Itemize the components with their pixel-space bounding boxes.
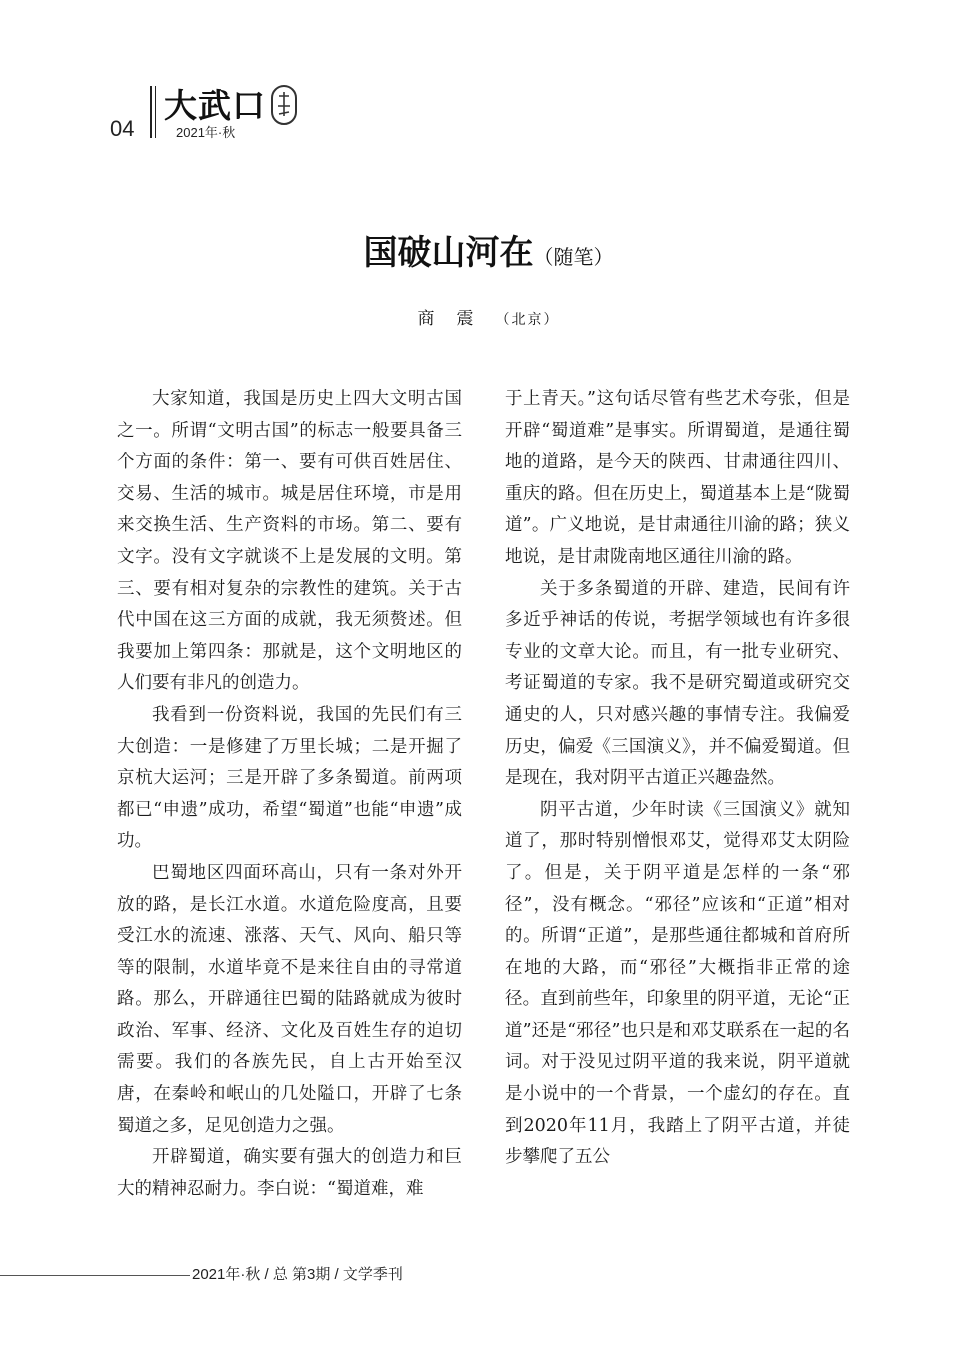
footer-rule bbox=[0, 1275, 190, 1276]
header-rule-thin bbox=[155, 86, 156, 138]
title-text: 国破山河在 bbox=[363, 233, 534, 273]
footer-text: 2021年·秋 / 总 第3期 / 文学季刊 bbox=[192, 1266, 403, 1283]
article-title bbox=[0, 225, 977, 274]
paragraph: 巴蜀地区四面环高山，只有一条对外开放的路，是长江水道。水道危险度高，且要受江水的流速、涨落、天气、风向、船只等等的限制，水道毕竟不是来往自由的寻常道路。那么，开辟通往巴蜀的陆路就成为彼时政治、军事、经济、文化及百姓生存的迫切需要。我们的各族先民，自上古开始至汉唐，在秦岭和岷山的几处隘口，开辟了七条蜀道之多，足见创造力之强。 bbox=[117, 862, 462, 1136]
genre-label: （随笔） bbox=[533, 245, 614, 269]
magazine-logo: 大武口 bbox=[164, 86, 266, 125]
issue-label: 2021年·秋 bbox=[176, 125, 236, 140]
seal-icon bbox=[270, 82, 298, 128]
author-name: 商震 bbox=[417, 309, 496, 329]
paragraph: 关于多条蜀道的开辟、建造，民间有许多近乎神话的传说，考据学领域也有许多很专业的文章大论。而且，有一批专业研究、考证蜀道的专家。我不是研究蜀道或研究交通史的人，只对感兴趣的事情专注。我偏爱历史，偏爱《三国演义》，并不偏爱蜀道。但是现在，我对阴平古道正兴趣盎然。 bbox=[505, 578, 850, 789]
author-location: （北京） bbox=[495, 312, 560, 328]
paragraph: 大家知道，我国是历史上四大文明古国之一。所谓“文明古国”的标志一般要具备三个方面的条件：第一、要有可供百姓居住、交易、生活的城市。城是居住环境，市是用来交换生活、生产资料的市场。第二、要有文字。没有文字就谈不上是发展的文明。第三、要有相对复杂的宗教性的建筑。关于古代中国在这三方面的成就，我无须赘述。但我要加上第四条：那就是，这个文明地区的人们要有非凡的创造力。 bbox=[117, 389, 462, 694]
author-byline bbox=[0, 304, 977, 329]
paragraph: 阴平古道，少年时读《三国演义》就知道了，那时特别憎恨邓艾，觉得邓艾太阴险了。但是，关于阴平道是怎样的一条“邪径”，没有概念。“邪径”应该和“正道”相对的。所谓“正道”，是那些通往都城和首府所在地的大路，而“邪径”大概指非正常的途径。直到前些年，印象里的阴平道，无论“正道”还是“邪径”也只是和邓艾联系在一起的名词。对于没见过阴平道的我来说，阴平道就是小说中的一个背景，一个虚幻的存在。直到2020年11月，我踏上了阴平古道，并徒步攀爬了五公 bbox=[505, 799, 850, 1168]
header-rule bbox=[150, 86, 152, 138]
paragraph: 我看到一份资料说，我国的先民们有三大创造：一是修建了万里长城；二是开掘了京杭大运河；三是开辟了多条蜀道。前两项都已“申遗”成功，希望“蜀道”也能“申遗”成功。 bbox=[117, 704, 462, 852]
paragraph-continued: 于上青天。”这句话尽管有些艺术夸张，但是开辟“蜀道难”是事实。所谓蜀道，是通往蜀地的道路，是今天的陕西、甘肃通往四川、重庆的路。但在历史上，蜀道基本上是“陇蜀道”。广义地说，是甘肃通往川渝的路；狭义地说，是甘肃陇南地区通往川渝的路。 bbox=[505, 389, 850, 567]
right-column bbox=[505, 384, 850, 1174]
paragraph: 开辟蜀道，确实要有强大的创造力和巨大的精神忍耐力。李白说：“蜀道难，难 bbox=[117, 1147, 462, 1199]
page-number: 04 bbox=[110, 116, 135, 141]
left-column bbox=[117, 384, 462, 1205]
